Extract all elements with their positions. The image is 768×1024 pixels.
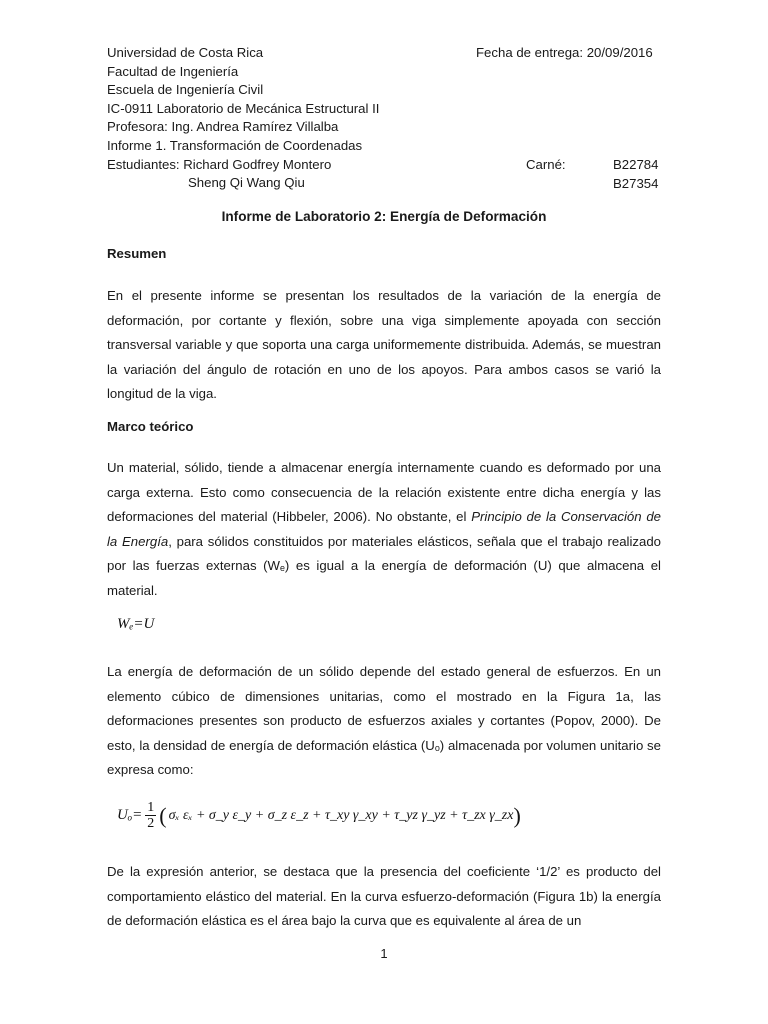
report-line: Informe 1. Transformación de Coordenadas: [107, 137, 363, 153]
marco-p1-italic: Principio de la Conservación de la Energía: [107, 509, 661, 549]
eq2-fraction: [145, 800, 156, 831]
report-title: Informe de Laboratorio 2: Energía de Deformación: [221, 209, 547, 224]
marco-p1-part-b: , para sólidos constituidos por materiales elásticos, señala que el trabajo realizado por las fuerzas externas (Wₑ) es igual a la energía de deformación (U) que almacena el material.: [107, 533, 661, 598]
page-number: 1: [380, 946, 388, 961]
students-line: Estudiantes: Richard Godfrey Montero: [107, 156, 332, 172]
header-block: [107, 44, 379, 193]
student-2-line: Sheng Qi Wang Qiu: [188, 175, 305, 191]
carne-id-1: B22784: [613, 157, 659, 172]
delivery-date: Fecha de entrega: 20/09/2016: [476, 45, 653, 60]
eq2-numerator: 1: [147, 800, 155, 815]
marco-p1-part-a: Un material, sólido, tiende a almacenar energía internamente cuando es deformado por una carga externa. Esto como consecuencia de la relación existente entre dicha energía y las deformaciones del material (Hibbeler, 2006). No obstante, el: [107, 460, 661, 525]
carne-id-2: B27354: [613, 175, 659, 191]
carne-ids: [613, 156, 658, 193]
marco-paragraph-2: La energía de deformación de un sólido depende del estado general de esfuerzos. En un elemento cúbico de dimensiones unitarias, como el mostrado en la Figura 1a, las deformaciones presentes son producto de esfuerzos axiales y cortantes (Popov, 2000). De esto, la densidad de energía de deformación elástica (Uₒ) almacenada por volumen unitario se expresa como:: [107, 664, 661, 778]
eq2-body: σₓ εₓ + σ_y ε_y + σ_z ε_z + τ_xy γ_xy + τ_yz γ_yz + τ_zx γ_zx: [168, 807, 514, 823]
eq2-denominator: 2: [147, 816, 155, 831]
resumen-heading: Resumen: [107, 246, 167, 261]
marco-heading: Marco teórico: [107, 419, 194, 434]
professor-line: Profesora: Ing. Andrea Ramírez Villalba: [107, 119, 339, 135]
eq2-lhs: Uₒ=: [117, 807, 143, 823]
equation-strain-energy-density: [117, 800, 521, 831]
school-line: Escuela de Ingeniería Civil: [107, 82, 264, 98]
marco-paragraph-3: De la expresión anterior, se destaca que la presencia del coeficiente ‘1/2’ es producto del comportamiento elástico del material. En la curva esfuerzo-deformación (Figura 1b) la energía de deformación elástica es el área bajo la curva que es equivalente al área de un: [107, 864, 661, 929]
faculty-line: Facultad de Ingeniería: [107, 63, 239, 79]
marco-paragraph-1: [107, 456, 661, 604]
carne-label: Carné:: [526, 157, 566, 172]
eq2-open-paren: (: [159, 802, 167, 828]
equation-work-energy: Wₑ=U: [117, 616, 155, 632]
university-line: Universidad de Costa Rica: [107, 45, 264, 60]
resumen-paragraph: En el presente informe se presentan los resultados de la variación de la energía de deformación, por cortante y flexión, sobre una viga simplemente apoyada con sección transversal variable y que soporta una carga uniformemente distribuida. Además, se muestran la variación del ángulo de rotación en uno de los apoyos. Para ambos casos se varió la longitud de la viga.: [107, 288, 661, 402]
eq2-close-paren: ): [513, 802, 521, 828]
course-line: IC-0911 Laboratorio de Mecánica Estructural II: [107, 100, 380, 116]
